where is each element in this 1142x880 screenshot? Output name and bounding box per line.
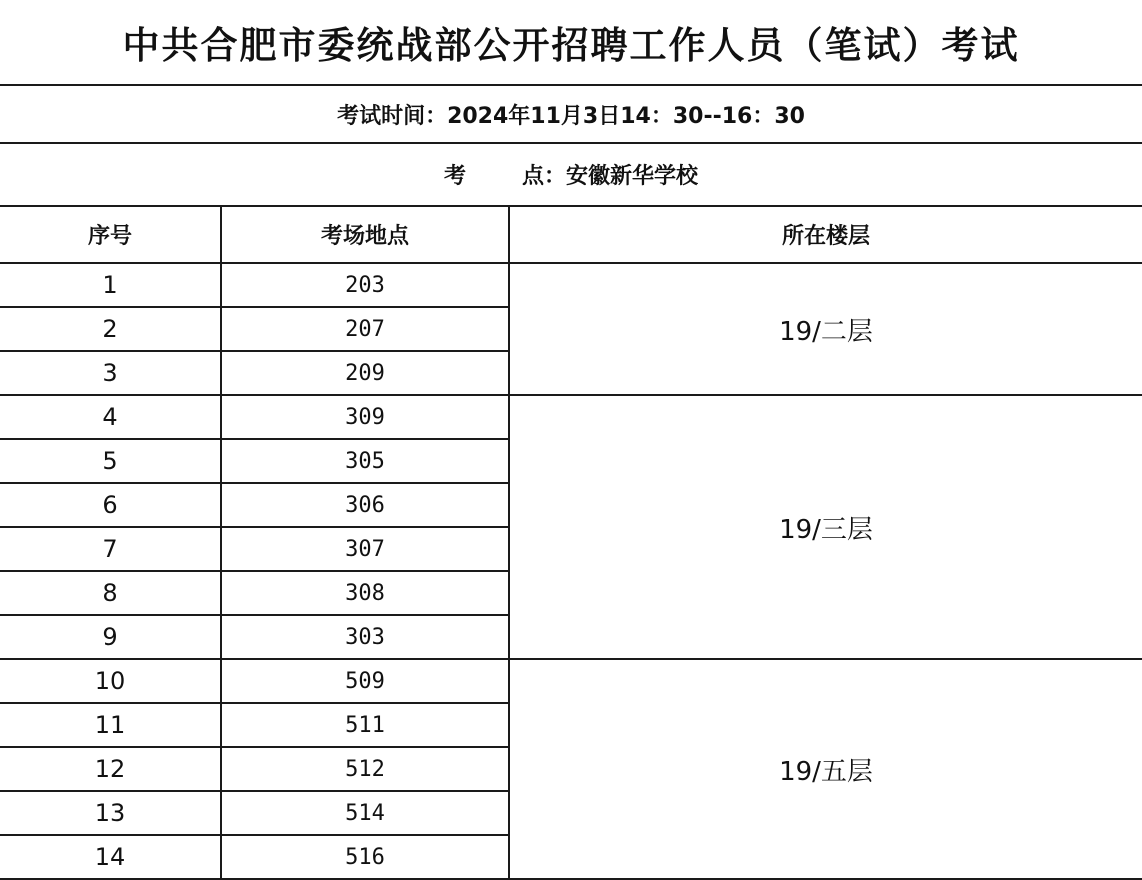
room-cell: 203 bbox=[221, 263, 509, 307]
room-cell: 309 bbox=[221, 395, 509, 439]
room-cell: 209 bbox=[221, 351, 509, 395]
seq-cell: 6 bbox=[0, 483, 221, 527]
header-seq: 序号 bbox=[0, 206, 221, 263]
table-row bbox=[0, 263, 1142, 307]
seq-cell: 11 bbox=[0, 703, 221, 747]
room-cell: 305 bbox=[221, 439, 509, 483]
room-cell: 512 bbox=[221, 747, 509, 791]
table-row bbox=[0, 395, 1142, 439]
venue-row bbox=[0, 143, 1142, 206]
seq-cell: 3 bbox=[0, 351, 221, 395]
venue-label-a: 考 bbox=[444, 164, 467, 189]
seq-cell: 2 bbox=[0, 307, 221, 351]
seq-cell: 13 bbox=[0, 791, 221, 835]
seq-cell: 5 bbox=[0, 439, 221, 483]
seq-cell: 8 bbox=[0, 571, 221, 615]
venue bbox=[0, 143, 1142, 206]
room-cell: 307 bbox=[221, 527, 509, 571]
seq-cell: 10 bbox=[0, 659, 221, 703]
room-cell: 516 bbox=[221, 835, 509, 879]
seq-cell: 1 bbox=[0, 263, 221, 307]
header-floor: 所在楼层 bbox=[509, 206, 1142, 263]
seq-cell: 14 bbox=[0, 835, 221, 879]
room-cell: 306 bbox=[221, 483, 509, 527]
seq-cell: 12 bbox=[0, 747, 221, 791]
room-cell: 207 bbox=[221, 307, 509, 351]
exam-time: 考试时间：2024年11月3日14：30--16：30 bbox=[0, 85, 1142, 143]
seq-cell: 9 bbox=[0, 615, 221, 659]
table-row bbox=[0, 659, 1142, 703]
floor-cell: 19/二层 bbox=[509, 263, 1142, 395]
floor-cell: 19/三层 bbox=[509, 395, 1142, 659]
room-cell: 514 bbox=[221, 791, 509, 835]
seq-cell: 7 bbox=[0, 527, 221, 571]
header-room: 考场地点 bbox=[221, 206, 509, 263]
exam-time-row bbox=[0, 85, 1142, 143]
venue-label-b: 点：安徽新华学校 bbox=[522, 164, 699, 189]
seq-cell: 4 bbox=[0, 395, 221, 439]
document-title: 中共合肥市委统战部公开招聘工作人员（笔试）考试 bbox=[122, 23, 1020, 67]
room-cell: 509 bbox=[221, 659, 509, 703]
room-cell: 511 bbox=[221, 703, 509, 747]
room-cell: 303 bbox=[221, 615, 509, 659]
floor-cell: 19/五层 bbox=[509, 659, 1142, 879]
room-cell: 308 bbox=[221, 571, 509, 615]
header-row bbox=[0, 206, 1142, 263]
exam-room-table bbox=[0, 84, 1142, 880]
